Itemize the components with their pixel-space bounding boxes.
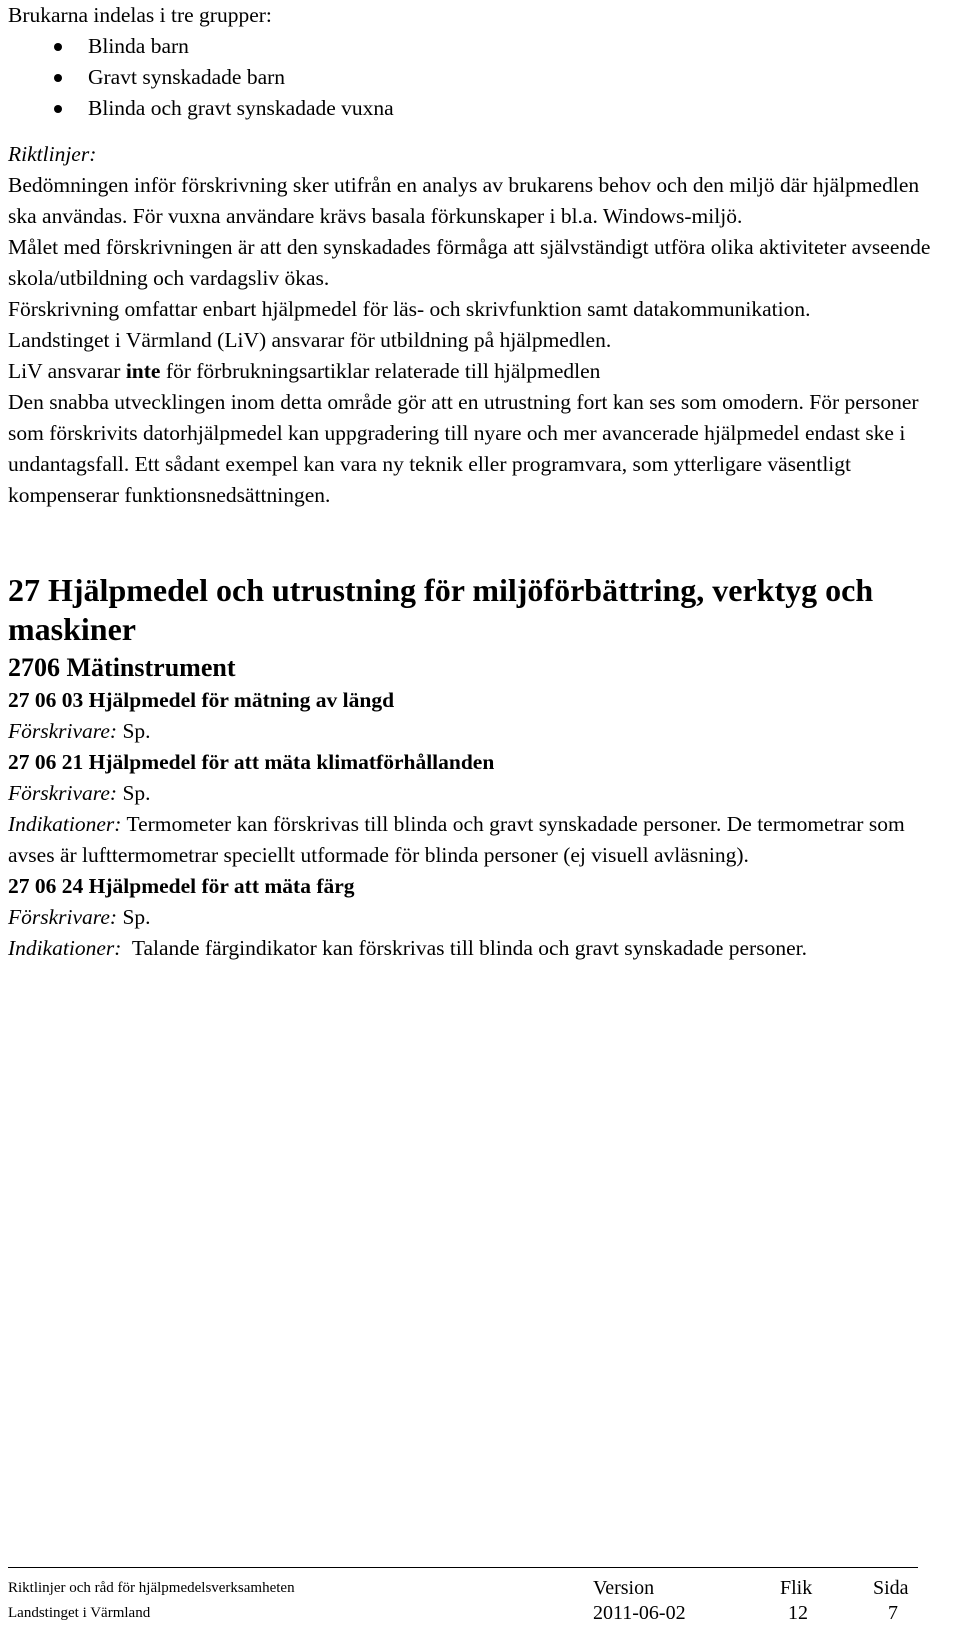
footer-org: Landstinget i Värmland — [8, 1605, 151, 1621]
groups-intro: Brukarna indelas i tre grupper: — [8, 3, 272, 27]
riktlinjer-paragraph: Landstinget i Värmland (LiV) ansvarar för utbildning på hjälpmedlen. — [8, 328, 612, 352]
footer-doc-title: Riktlinjer och råd för hjälpmedelsverksamheten — [8, 1580, 295, 1596]
footer-version-label: Version — [593, 1577, 655, 1599]
prescriber-line: Förskrivare: Sp. — [8, 719, 151, 743]
bullet-icon — [54, 74, 62, 82]
prescriber-line: Förskrivare: Sp. — [8, 781, 151, 805]
page-footer — [8, 1567, 918, 1626]
riktlinjer-paragraph: Bedömningen inför förskrivning sker utifrån en analys av brukarens behov och den miljö där hjälpmedlen ska användas. För vuxna användare krävs basala förkunskaper i bl.a. Windows-miljö. — [8, 173, 920, 228]
list-item: Blinda barn — [8, 31, 948, 62]
riktlinjer-paragraph: LiV ansvarar inte för förbrukningsartiklar relaterade till hjälpmedlen — [8, 359, 601, 383]
footer-flik: 12 — [788, 1602, 808, 1624]
subsection-heading: 2706 Mätinstrument — [8, 653, 236, 682]
footer-row — [8, 1601, 918, 1626]
footer-flik-label: Flik — [780, 1577, 813, 1599]
footer-row — [8, 1576, 918, 1601]
groups-list — [8, 31, 948, 124]
emphasis-inte: inte — [125, 359, 161, 383]
bullet-icon — [54, 43, 62, 51]
item-heading: 27 06 21 Hjälpmedel för att mäta klimatförhållanden — [8, 750, 495, 774]
riktlinjer-paragraph: Förskrivning omfattar enbart hjälpmedel för läs- och skrivfunktion samt datakommunikation. — [8, 297, 811, 321]
riktlinjer-label: Riktlinjer: — [8, 142, 97, 166]
footer-version: 2011-06-02 — [593, 1602, 686, 1624]
bullet-icon — [54, 105, 62, 113]
footer-sida: 7 — [888, 1602, 898, 1624]
document-body — [8, 0, 948, 964]
list-item: Blinda och gravt synskadade vuxna — [8, 93, 948, 124]
prescriber-line: Förskrivare: Sp. — [8, 905, 151, 929]
list-item: Gravt synskadade barn — [8, 62, 948, 93]
footer-sida-label: Sida — [873, 1577, 909, 1599]
item-heading: 27 06 03 Hjälpmedel för mätning av längd — [8, 688, 395, 712]
riktlinjer-paragraph: Den snabba utvecklingen inom detta område gör att en utrustning fort kan ses som omodern. För personer som förskrivits datorhjälpmedel kan uppgradering till nyare och mer avancerade hjälpmedel endast ske i undantagsfall. Ett sådant exempel kan vara ny teknik eller programvara, som ytterligare väsentligt kompenserar funktionsnedsättningen. — [8, 390, 919, 507]
indication-text: Indikationer: Talande färgindikator kan förskrivas till blinda och gravt synskadade personer. — [8, 936, 807, 960]
indication-text: Indikationer: Termometer kan förskrivas till blinda och gravt synskadade personer. De termometrar som avses är lufttermometrar speciellt utformade för blinda personer (ej visuell avläsning). — [8, 812, 905, 867]
riktlinjer-paragraph: Målet med förskrivningen är att den synskadades förmåga att självständigt utföra olika aktiviteter avseende skola/utbildning och vardagsliv ökas. — [8, 235, 931, 290]
item-heading: 27 06 24 Hjälpmedel för att mäta färg — [8, 874, 355, 898]
section-heading: 27 Hjälpmedel och utrustning för miljöförbättring, verktyg och maskiner — [8, 572, 874, 647]
